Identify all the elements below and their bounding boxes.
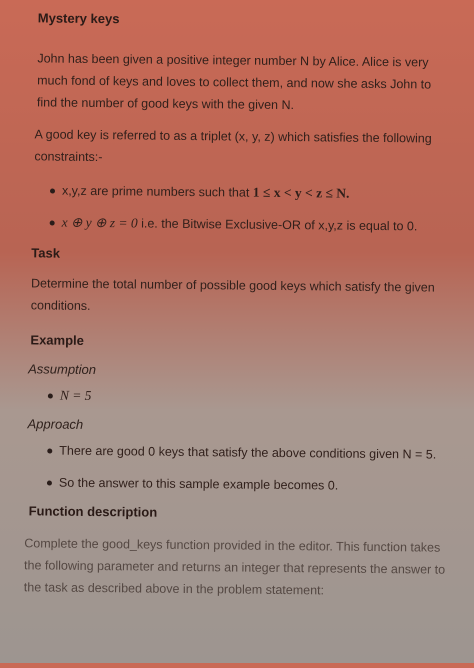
assumption-value: N = 5 — [59, 387, 92, 403]
bullet-icon — [47, 449, 52, 454]
definition-paragraph: A good key is referred to as a triplet (x, y, z) which satisfies the following constraints:- — [34, 127, 432, 165]
task-heading: Task — [31, 245, 61, 261]
approach-label: Approach — [27, 416, 84, 432]
function-paragraph: Complete the good_keys function provided in the editor. This function takes the following parameter and returns an integer that represents the answer to the task as described above in the problem statement: — [23, 536, 446, 598]
example-heading: Example — [30, 332, 85, 348]
assumption-list — [26, 384, 448, 410]
function-heading: Function description — [28, 503, 158, 520]
intro-paragraph: John has been given a positive integer number N by Alice. Alice is very much fond of keys and loves to collect them, and now she asks John to find the number of good keys with the given N. — [36, 51, 432, 113]
bullet-icon — [50, 221, 55, 226]
constraint-item — [28, 211, 450, 237]
approach-item — [25, 471, 447, 497]
task-paragraph: Determine the total number of possible good keys which satisfy the given conditions. — [30, 276, 435, 313]
approach-item — [25, 439, 447, 465]
constraint-text: i.e. the Bitwise Exclusive-OR of x,y,z is equal to 0. — [141, 216, 418, 234]
constraints-list — [28, 179, 451, 237]
approach-text: There are good 0 keys that satisfy the above conditions given N = 5. — [59, 443, 437, 462]
approach-text: So the answer to this sample example becomes 0. — [58, 475, 339, 493]
problem-title: Mystery keys — [37, 10, 120, 27]
assumption-item — [26, 384, 448, 410]
assumption-label: Assumption — [28, 361, 97, 378]
xor-equation: x ⊕ y ⊕ z = 0 — [61, 214, 138, 231]
constraint-math: 1 ≤ x < y < z ≤ N. — [252, 184, 350, 201]
constraint-text: x,y,z are prime numbers such that — [61, 183, 250, 200]
constraint-item — [28, 179, 450, 205]
bullet-icon — [47, 481, 52, 486]
bullet-icon — [50, 189, 55, 194]
approach-list — [25, 439, 448, 497]
bullet-icon — [48, 394, 53, 399]
